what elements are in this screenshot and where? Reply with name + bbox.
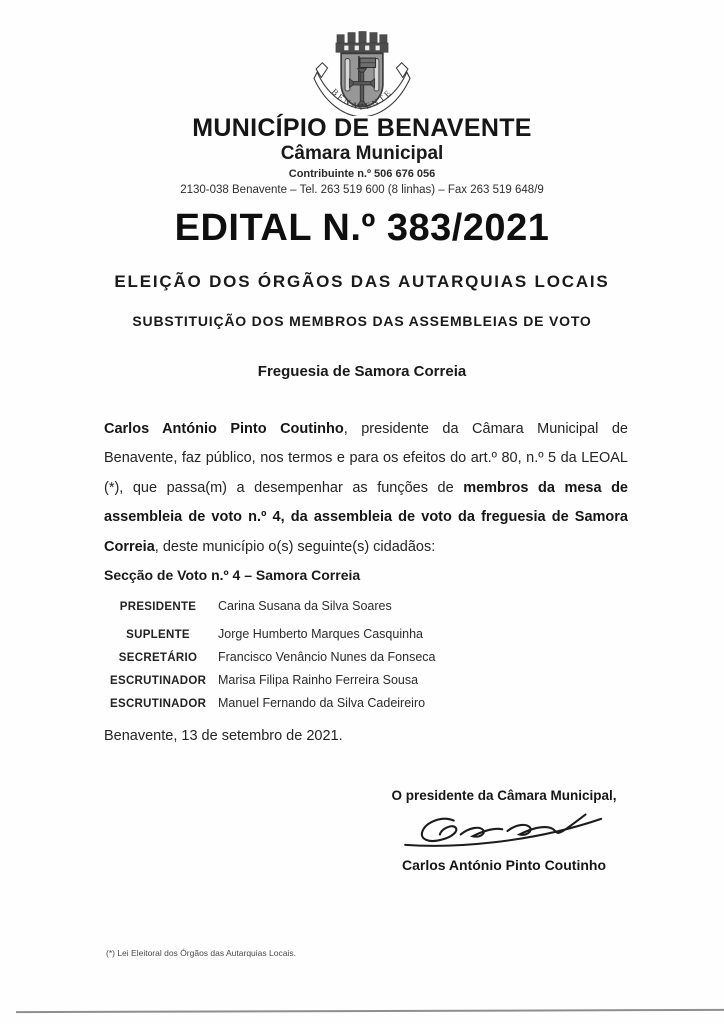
parish-heading: Freguesia de Samora Correia [257,363,467,380]
scan-artifact-line [16,1009,724,1013]
substitution-subtitle: SUBSTITUIÇÃO DOS MEMBROS DAS ASSEMBLEIAS DE VOTO [132,313,592,329]
banner-text: BENAVENTE [329,86,395,113]
signer-title-line: O presidente da Câmara Municipal, [391,788,617,803]
member-name: Jorge Humberto Marques Casquinha [218,627,423,641]
handwritten-signature-icon [384,805,624,857]
signer-name: Carlos António Pinto Coutinho [401,857,606,873]
signature-block [380,788,628,873]
crown-shape [336,31,388,52]
body-text-2: , deste município o(s) seguinte(s) cidadãos: [154,538,436,555]
table-row [110,598,436,616]
voting-section-heading: Secção de Voto n.º 4 – Samora Correia [104,567,361,583]
member-name: Manuel Fernando da Silva Cadeireiro [218,696,426,710]
member-name: Francisco Venâncio Nunes da Fonseca [218,650,436,664]
body-paragraph [104,415,628,563]
address-contact-line: 2130-038 Benavente – Tel. 263 519 600 (8 linhas) – Fax 263 519 648/9 [180,184,544,196]
table-row [110,626,436,644]
taxpayer-number-line: Contribuinte n.º 506 676 056 [288,168,436,180]
body-text-1: , presidente da Câmara Municipal de Benavente, faz público, nos termos e para os efeitos do art.º 80, n.º 5 da LEOAL (*), que passa(m) a desempenhar as funções de [104,420,629,496]
members-table [110,598,436,718]
benavente-coat-of-arms [307,20,417,121]
election-subtitle: ELEIÇÃO DOS ÓRGÃOS DAS AUTARQUIAS LOCAIS [114,272,610,291]
legal-footnote: (*) Lei Eleitoral dos Órgãos das Autarquias Locais. [106,948,296,958]
member-name: Marisa Filipa Rainho Ferreira Sousa [218,673,419,687]
member-name: Carina Susana da Silva Soares [218,599,392,613]
member-role: SUPLENTE [126,629,190,641]
bold-phrase-inline: membros da mesa de assembleia de voto n.º 4, da assembleia de voto da freguesia de Samora Correia [104,479,628,555]
member-role: SECRETÁRIO [118,652,198,664]
coat-of-arms-icon [307,20,417,116]
table-row [110,649,436,667]
president-name-inline: Carlos António Pinto Coutinho [104,420,344,437]
document-title: EDITAL N.º 383/2021 [174,207,550,249]
place-date-line: Benavente, 13 de setembro de 2021. [104,728,343,744]
municipality-name: MUNICÍPIO DE BENAVENTE [192,114,532,142]
department-name: Câmara Municipal [280,143,444,164]
table-row [110,695,436,713]
table-row [110,672,436,690]
member-role: PRESIDENTE [119,601,197,613]
member-role: ESCRUTINADOR [110,675,207,687]
member-role: ESCRUTINADOR [110,698,207,710]
